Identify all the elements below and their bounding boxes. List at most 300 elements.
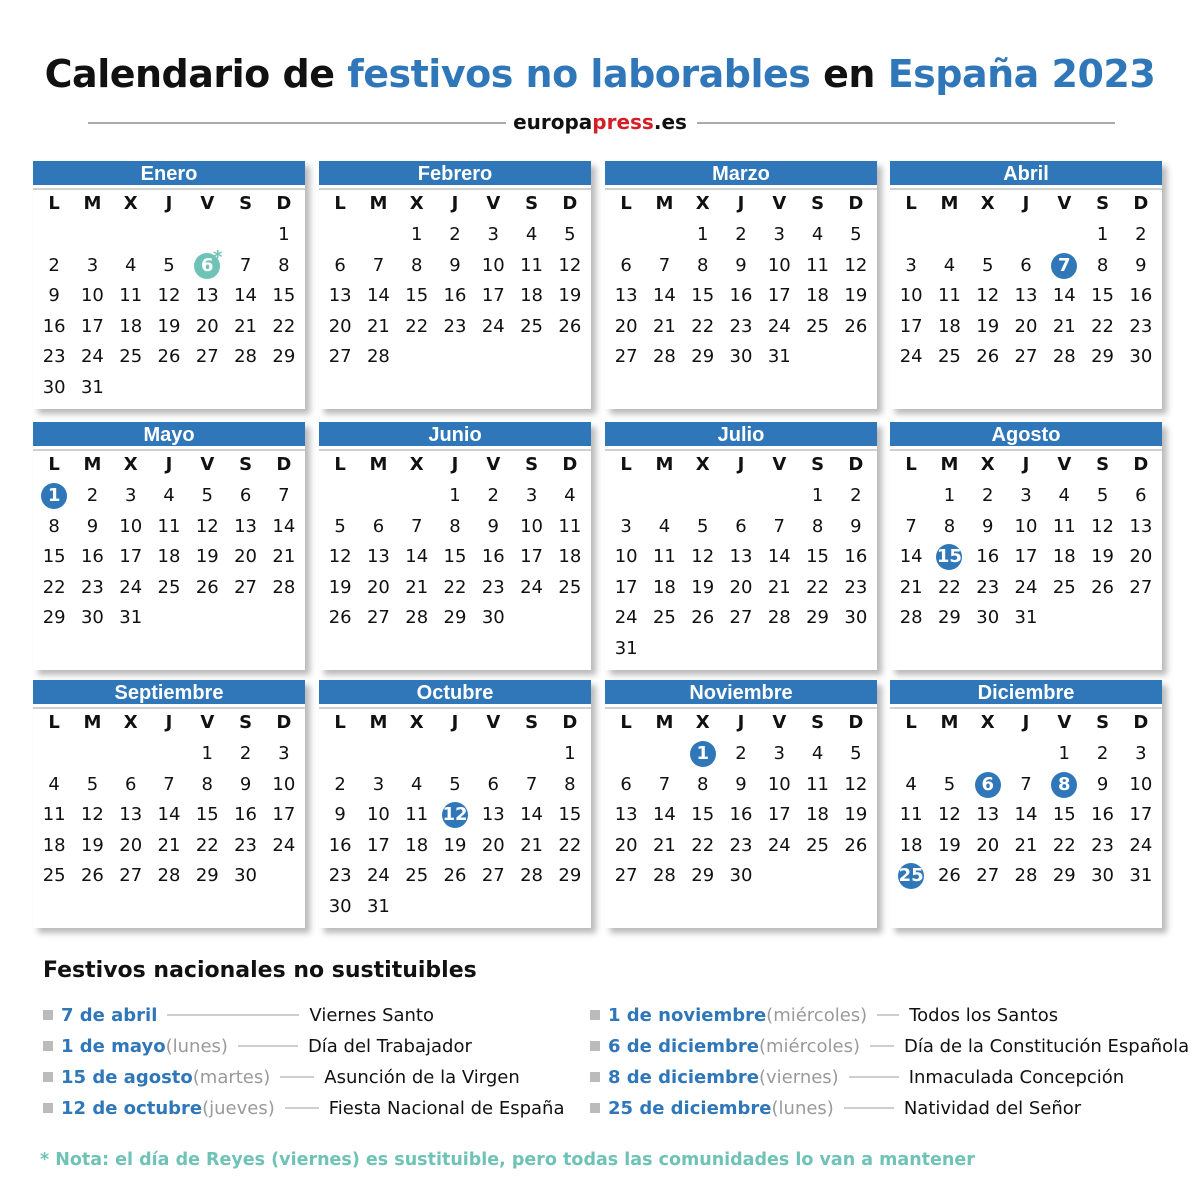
calendar-day [1122,312,1160,343]
day-number: 24 [272,834,296,856]
day-number: 23 [976,576,1000,598]
weekday-label: S [811,712,825,733]
weekday-label: V [1057,712,1072,733]
month-days-grid [890,449,1162,634]
weekday-label: D [848,712,864,733]
calendar-day [1007,800,1045,831]
calendar-day [798,251,836,282]
calendar-day [930,573,968,604]
calendar-day [1083,542,1121,573]
calendar-day [930,251,968,282]
day-number: 14 [405,546,429,567]
month-days-grid [319,449,591,634]
day-number: 18 [806,804,830,825]
calendar-day [150,861,188,892]
day-number: 28 [366,346,390,367]
calendar-day [512,800,550,831]
month-junio [319,422,591,670]
calendar-day [607,770,645,801]
day-number: 10 [366,804,390,825]
day-number: 11 [42,804,66,825]
calendar-day [226,251,264,282]
day-number: 17 [520,546,544,567]
day-number: 29 [1091,346,1115,367]
day-number: 7 [658,254,671,276]
day-number: 15 [405,285,429,306]
calendar-day [551,831,589,862]
day-number: 12 [558,254,582,276]
calendar-day [1007,770,1045,801]
day-number: 20 [119,834,143,856]
month-days-grid [890,707,1162,892]
month-days-grid [605,707,877,892]
title-part-1: Calendario de [44,52,348,96]
day-number: 23 [1129,315,1153,337]
day-number: 18 [405,834,429,856]
month-days-grid [33,449,305,634]
calendar-day [607,281,645,312]
day-number: 12 [157,285,181,306]
month-header: Enero [33,161,305,188]
day-number: 10 [80,285,104,306]
calendar-day [321,861,359,892]
footnote: * Nota: el día de Reyes (viernes) es sustituible, pero todas las comunidades lo van a mantener [40,1150,975,1170]
day-number: 12 [976,285,1000,306]
day-number: 20 [729,576,753,598]
day-number: 10 [614,546,638,567]
calendar-day [1083,800,1121,831]
calendar-day [321,542,359,573]
day-number: 31 [614,637,638,659]
day-number: 14 [652,285,676,306]
day-number: 20 [614,315,638,337]
calendar-day [436,573,474,604]
holiday-weekday: (jueves) [202,1097,275,1119]
holiday-name: Día de la Constitución Española [904,1035,1190,1057]
calendar-day [1007,281,1045,312]
day-number: 13 [234,515,258,537]
day-number: 22 [443,576,467,598]
weekday-label: S [525,193,539,214]
weekday-label: L [48,712,60,733]
calendar-day [35,603,73,634]
day-number: 6 [239,485,252,506]
day-number: 16 [729,804,753,825]
calendar-day [1122,220,1160,251]
day-number: 13 [366,546,390,567]
day-number: 1 [278,224,290,245]
calendar-day [1007,542,1045,573]
day-number: 9 [850,515,862,537]
day-number: 14 [899,546,923,567]
calendar-day [321,342,359,373]
day-number: 23 [844,576,868,598]
leader-line [167,1014,299,1016]
calendar-day [722,861,760,892]
calendar-day [798,770,836,801]
calendar-day [684,281,722,312]
day-number: 17 [119,546,143,567]
calendar-day [359,573,397,604]
calendar-day [1122,251,1160,282]
day-number: 28 [520,865,544,886]
calendar-day [73,770,111,801]
weekday-label: X [123,712,138,733]
day-number: 7 [658,773,671,795]
calendar-day [645,770,683,801]
calendar-day [188,542,226,573]
calendar-day [226,861,264,892]
calendar-day [684,831,722,862]
weekday-label: J [165,712,173,733]
day-number: 12 [1091,515,1115,537]
calendar-day [359,831,397,862]
calendar-day [551,573,589,604]
brand-part-2: press [592,110,654,134]
weekday-label: J [1022,454,1030,475]
day-number: 4 [564,485,576,506]
empty-day [112,739,150,770]
weekday-label: X [123,193,138,214]
weekday-label: D [276,454,292,475]
calendar-day [35,373,73,404]
day-number: 2 [735,743,747,764]
empty-day [112,220,150,251]
holiday-weekday: (miércoles) [758,1035,861,1057]
weekday-label: S [239,712,253,733]
calendar-day [188,800,226,831]
calendar-day [760,800,798,831]
calendar-day [265,800,303,831]
empty-day [892,481,930,512]
day-number: 6 [975,772,1001,798]
calendar-day [551,281,589,312]
leader-line [849,1076,899,1078]
day-number: 25 [520,315,544,337]
day-number: 18 [806,285,830,306]
day-number: 22 [405,315,429,337]
calendar-day [436,481,474,512]
day-number: 15 [1052,804,1076,825]
holiday-name: Natividad del Señor [903,1097,1082,1119]
asterisk-mark: * [213,246,223,268]
calendar-day [969,512,1007,543]
weekday-label: X [695,712,710,733]
day-number: 8 [811,515,824,537]
calendar-day [722,800,760,831]
calendar-day [474,603,512,634]
calendar-day [645,542,683,573]
calendar-day [837,481,875,512]
calendar-day [930,770,968,801]
calendar-day [150,573,188,604]
day-number: 13 [328,285,352,306]
month-days-grid [33,188,305,403]
calendar-day [112,312,150,343]
calendar-day [798,312,836,343]
day-number: 27 [614,865,638,886]
day-number: 25 [806,834,830,856]
calendar-day [607,573,645,604]
day-number: 27 [195,346,219,367]
day-number: 25 [806,315,830,337]
day-number: 21 [1014,834,1038,856]
weekday-label: D [276,193,292,214]
day-number: 15 [195,804,219,825]
calendar-day [512,220,550,251]
empty-day [645,481,683,512]
calendar-day [321,831,359,862]
weekday-label: X [695,454,710,475]
calendar-day [359,312,397,343]
weekday-label: V [772,454,787,475]
calendar-day [798,542,836,573]
day-number: 11 [405,804,429,825]
holiday-day [1045,770,1083,801]
calendar-day [512,251,550,282]
calendar-day [892,603,930,634]
calendar-day [398,861,436,892]
month-header: Diciembre [890,680,1162,707]
day-number: 21 [405,576,429,598]
day-number: 20 [328,315,352,337]
calendar-day [551,312,589,343]
day-number: 28 [652,865,676,886]
calendar-day [73,542,111,573]
day-number: 4 [811,224,824,245]
calendar-day [722,603,760,634]
day-number: 6 [194,253,220,279]
day-number: 19 [558,285,582,306]
calendar-day [436,542,474,573]
calendar-day [607,800,645,831]
day-number: 28 [405,607,429,628]
weekday-label: M [83,712,102,733]
day-number: 30 [481,607,505,628]
calendar-day [551,512,589,543]
empty-day [684,481,722,512]
day-number: 26 [195,576,219,598]
weekday-label: V [486,193,501,214]
day-number: 3 [773,743,785,764]
calendar-day [798,573,836,604]
page-title [0,52,1200,96]
calendar-day [436,831,474,862]
day-number: 4 [905,773,917,795]
day-number: 15 [691,285,715,306]
calendar-day [73,800,111,831]
day-number: 25 [119,346,143,367]
day-number: 5 [564,224,576,245]
day-number: 19 [328,576,352,598]
day-number: 2 [86,485,99,506]
weekday-label: S [1096,454,1110,475]
day-number: 25 [157,576,181,598]
day-number: 30 [729,865,753,886]
calendar-day [474,312,512,343]
weekday-label: D [562,193,578,214]
calendar-day [512,281,550,312]
empty-day [226,220,264,251]
calendar-day [150,342,188,373]
calendar-day [73,861,111,892]
month-agosto [890,422,1162,670]
day-number: 29 [937,607,961,628]
day-number: 6 [124,773,137,795]
calendar-day [512,312,550,343]
calendar-day [1122,573,1160,604]
day-number: 12 [195,515,219,537]
legend-item-left [43,1063,520,1091]
weekday-label: L [905,712,917,733]
day-number: 2 [850,485,862,506]
day-number: 1 [449,485,461,506]
day-number: 3 [620,515,632,537]
empty-day [607,481,645,512]
day-number: 27 [614,346,638,367]
weekday-label: J [451,712,459,733]
day-number: 3 [86,254,99,276]
month-header: Agosto [890,422,1162,449]
day-number: 24 [1014,576,1038,598]
weekday-label: D [1133,712,1149,733]
calendar-day [1083,512,1121,543]
calendar-day [226,481,264,512]
day-number: 9 [735,254,747,276]
holiday-date: 15 de agosto [61,1066,193,1088]
day-number: 28 [272,576,296,598]
calendar-day [969,603,1007,634]
weekday-label: V [200,712,215,733]
day-number: 13 [119,804,143,825]
calendar-day [226,542,264,573]
empty-day [150,220,188,251]
calendar-day [760,220,798,251]
calendar-day [722,831,760,862]
empty-day [359,739,397,770]
day-number: 31 [1014,607,1038,628]
calendar-day [436,861,474,892]
calendar-day [359,770,397,801]
day-number: 21 [899,576,923,598]
holiday-name: Asunción de la Virgen [324,1066,520,1088]
day-number: 6 [372,515,385,537]
calendar-day [73,831,111,862]
calendar-day [226,800,264,831]
day-number: 17 [366,834,390,856]
day-number: 27 [366,607,390,628]
day-number: 11 [520,254,544,276]
day-number: 3 [905,254,917,276]
calendar-day [35,831,73,862]
holiday-name: Todos los Santos [909,1004,1059,1026]
day-number: 14 [366,285,390,306]
empty-day [722,481,760,512]
day-number: 30 [844,607,868,628]
day-number: 29 [1052,865,1076,886]
calendar-day [226,312,264,343]
day-number: 11 [652,546,676,567]
brand-part-1: europa [513,110,593,134]
empty-day [359,481,397,512]
day-number: 26 [691,607,715,628]
calendar-day [1083,312,1121,343]
calendar-day [398,281,436,312]
day-number: 16 [844,546,868,567]
day-number: 2 [334,773,346,795]
empty-day [150,739,188,770]
calendar-day [112,512,150,543]
holiday-day [969,770,1007,801]
bullet-icon [590,1010,600,1020]
leader-line [280,1076,314,1078]
day-number: 19 [691,576,715,598]
day-number: 1 [41,483,67,509]
day-number: 10 [1129,773,1153,795]
calendar-day [645,512,683,543]
day-number: 31 [767,346,791,367]
day-number: 4 [410,773,423,795]
day-number: 8 [696,254,709,276]
day-number: 1 [564,743,576,764]
calendar-day [265,342,303,373]
day-number: 5 [1096,485,1109,506]
calendar-day [722,573,760,604]
month-header: Junio [319,422,591,449]
calendar-day [35,342,73,373]
calendar-day [1007,312,1045,343]
empty-day [512,739,550,770]
day-number: 15 [42,546,66,567]
weekday-label: L [334,193,346,214]
day-number: 2 [1096,743,1109,764]
day-number: 16 [234,804,258,825]
day-number: 25 [1052,576,1076,598]
calendar-day [1083,573,1121,604]
calendar-day [112,342,150,373]
calendar-day [436,603,474,634]
calendar-day [551,739,589,770]
day-number: 4 [811,743,824,764]
month-abril [890,161,1162,409]
holiday-weekday: (lunes) [165,1035,228,1057]
day-number: 10 [119,515,143,537]
weekday-label: M [369,454,388,475]
day-number: 22 [272,315,296,337]
day-number: 24 [80,346,104,367]
day-number: 28 [1014,865,1038,886]
calendar-day [969,800,1007,831]
day-number: 25 [898,863,924,889]
calendar-day [512,831,550,862]
weekday-label: M [369,193,388,214]
calendar-day [892,342,930,373]
day-number: 5 [201,485,213,506]
calendar-day [1122,739,1160,770]
day-number: 7 [239,254,252,276]
day-number: 2 [735,224,747,245]
calendar-day [1007,342,1045,373]
day-number: 8 [943,515,956,537]
day-number: 13 [481,804,505,825]
holiday-weekday: (lunes) [771,1097,834,1119]
empty-day [645,220,683,251]
day-number: 13 [729,546,753,567]
calendar-day [1007,512,1045,543]
calendar-day [150,481,188,512]
calendar-day [398,251,436,282]
day-number: 30 [42,376,66,398]
